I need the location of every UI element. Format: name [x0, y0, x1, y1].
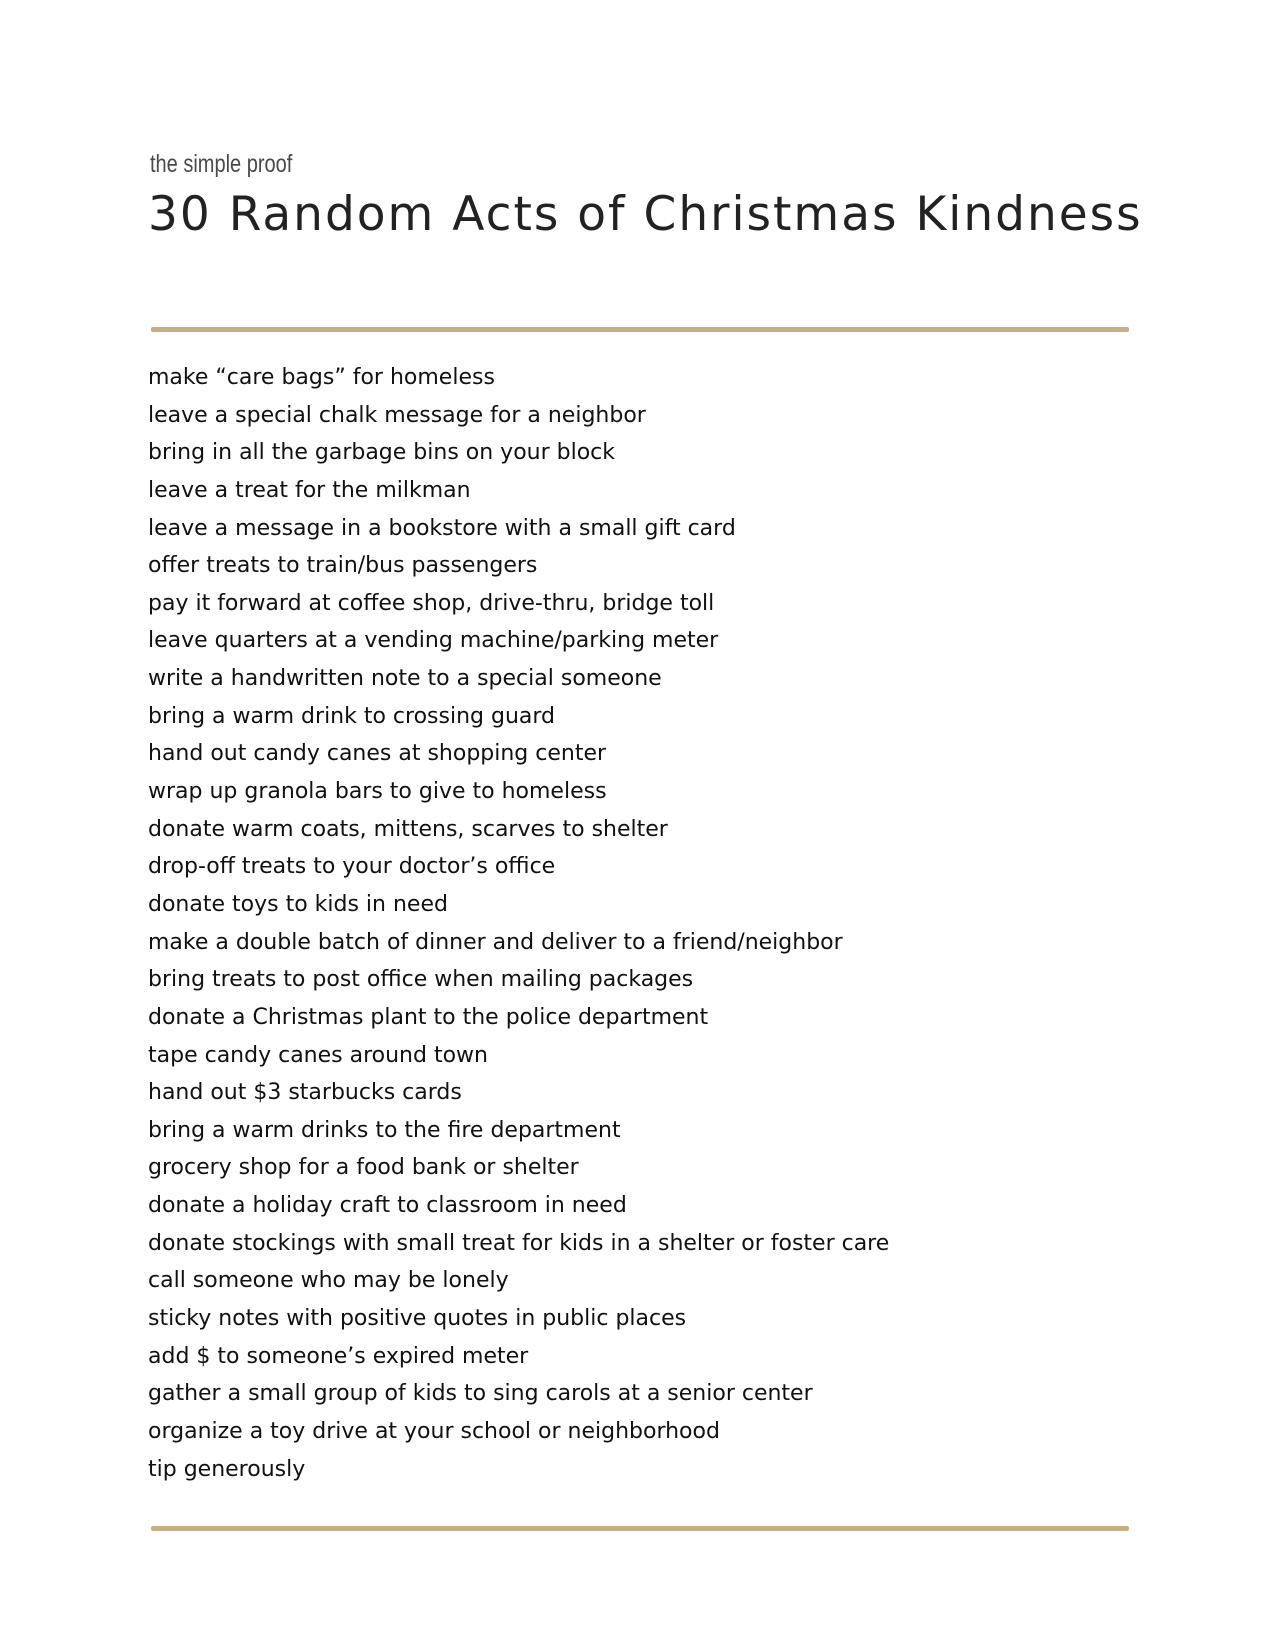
list-item: wrap up granola bars to give to homeless: [148, 779, 607, 805]
list-item: grocery shop for a food bank or shelter: [148, 1155, 579, 1181]
list-item: bring a warm drinks to the fire department: [148, 1117, 621, 1143]
kindness-list: [148, 359, 889, 1488]
list-item: drop-off treats to your doctor’s office: [148, 854, 556, 880]
bottom-divider: [151, 1526, 1129, 1531]
list-item: leave a message in a bookstore with a small gift card: [148, 515, 736, 541]
list-item: call someone who may be lonely: [148, 1268, 509, 1294]
list-item: donate toys to kids in need: [148, 891, 448, 917]
list-item: sticky notes with positive quotes in public places: [148, 1306, 687, 1332]
list-item: make a double batch of dinner and deliver to a friend/neighbor: [148, 929, 843, 955]
brand-name: the simple proof: [150, 150, 293, 178]
list-item: tape candy canes around town: [148, 1042, 488, 1068]
list-item: bring treats to post office when mailing packages: [148, 967, 694, 993]
list-item: donate a holiday craft to classroom in need: [148, 1193, 627, 1219]
list-item: hand out candy canes at shopping center: [148, 741, 607, 767]
list-item: add $ to someone’s expired meter: [148, 1343, 529, 1369]
page-title: 30 Random Acts of Christmas Kindness: [148, 187, 1143, 242]
list-item: donate stockings with small treat for kids in a shelter or foster care: [148, 1230, 890, 1256]
list-item: tip generously: [148, 1456, 306, 1482]
list-item: make “care bags” for homeless: [148, 365, 495, 390]
list-item: pay it forward at coffee shop, drive-thru, bridge toll: [148, 590, 715, 616]
list-item: gather a small group of kids to sing carols at a senior center: [148, 1381, 813, 1407]
list-item: bring in all the garbage bins on your block: [148, 440, 616, 466]
list-item: leave quarters at a vending machine/parking meter: [148, 628, 719, 654]
list-item: hand out $3 starbucks cards: [148, 1080, 462, 1106]
list-item: bring a warm drink to crossing guard: [148, 703, 555, 729]
list-item: donate a Christmas plant to the police department: [148, 1004, 709, 1030]
list-item: leave a treat for the milkman: [148, 477, 471, 503]
list-item: write a handwritten note to a special someone: [148, 666, 662, 692]
top-divider: [151, 327, 1129, 332]
list-item: organize a toy drive at your school or neighborhood: [148, 1418, 720, 1444]
list-item: donate warm coats, mittens, scarves to shelter: [148, 816, 668, 842]
list-item: offer treats to train/bus passengers: [148, 553, 538, 579]
list-item: leave a special chalk message for a neighbor: [148, 402, 646, 428]
